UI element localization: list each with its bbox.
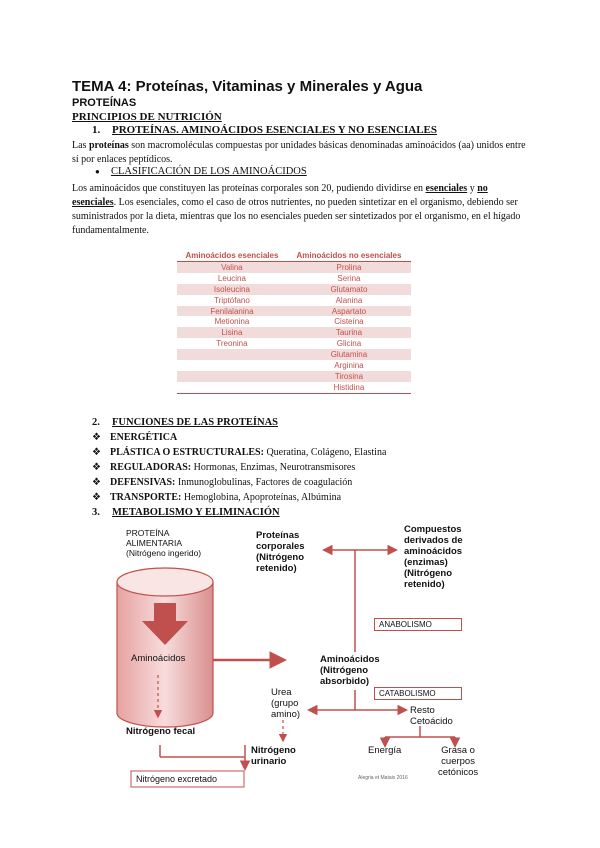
table-cell: Glutamina (287, 349, 411, 360)
diagram-line: Resto (410, 705, 435, 716)
diagram-line: (grupo (271, 698, 299, 709)
table-cell: Valina (177, 262, 287, 273)
diagram-line: cuerpos (441, 756, 475, 767)
diamond-bullet-icon: ❖ (92, 492, 101, 503)
diagram-line: PROTEÍNA (126, 528, 170, 538)
heading-1-text: PROTEÍNAS. AMINOÁCIDOS ESENCIALES Y NO ESENCIALES (112, 124, 437, 136)
cylinder-shape (117, 568, 213, 727)
clasif-p2: y (467, 183, 478, 194)
clasif-p1: Los aminoácidos que constituyen las proteínas corporales son 20, pudiendo dividirse en (72, 183, 426, 194)
absorbed-aminoacids-label (320, 654, 380, 687)
section-title: PROTEÍNAS (72, 97, 137, 109)
catabolism-box: CATABOLISMO (374, 687, 462, 700)
urinary-nitrogen-label (251, 745, 296, 767)
table-cell: Aspartato (287, 306, 411, 317)
intro-pre: Las (72, 140, 89, 151)
diagram-line: derivados de (404, 535, 463, 546)
diagram-line: corporales (256, 541, 305, 552)
diagram-line: Cetoácido (410, 716, 453, 727)
heading-3-text: METABOLISMO Y ELIMINACIÓN (112, 507, 280, 518)
table-cell: Cisteína (334, 317, 364, 327)
diagram-line: aminoácidos (404, 546, 463, 557)
table-cell: Lisina (177, 327, 287, 338)
diagram-line: absorbido) (320, 676, 370, 687)
table-cell: Tirosina (287, 371, 411, 382)
classification-text: CLASIFICACIÓN DE LOS AMINOÁCIDOS (111, 166, 307, 177)
ingested-protein-label (126, 528, 201, 558)
table-cell: Metionina (214, 317, 250, 327)
table-header: Aminoácidos no esenciales (287, 249, 411, 262)
table-cell: Serina (337, 273, 361, 283)
intro-bold: proteínas (88, 140, 129, 151)
energy-label: Energía (368, 745, 402, 756)
diagram-line: Proteínas (256, 530, 300, 541)
diagram-line: (enzimas) (404, 557, 448, 568)
page-title: TEMA 4: Proteínas, Vitaminas y Minerales y Agua (72, 78, 423, 95)
diagram-line: retenido) (404, 579, 445, 590)
function-label: ENERGÉTICA (110, 432, 178, 443)
heading-2-text: FUNCIONES DE LAS PROTEÍNAS (112, 417, 278, 428)
function-label: DEFENSIVAS: (110, 477, 176, 488)
table-cell: Fenilalanina (177, 306, 287, 317)
diagram-line: Aminoácidos (320, 654, 380, 665)
function-label: PLÁSTICA O ESTRUCTURALES: (110, 447, 264, 458)
table-header: Aminoácidos esenciales (177, 249, 287, 262)
diagram-line: Nitrógeno (251, 745, 296, 756)
table-cell: Alanina (335, 295, 363, 305)
diagram-line: Urea (271, 687, 292, 698)
classification-bullet: ● (95, 167, 100, 176)
heading-3-number: 3. (92, 507, 100, 518)
ketoacid-label (410, 705, 453, 727)
diagram-line: amino) (271, 709, 301, 720)
function-label: REGULADORAS: (110, 462, 192, 473)
principles-heading: PRINCIPIOS DE NUTRICIÓN (72, 111, 222, 123)
clasif-b1: esenciales (425, 183, 468, 194)
function-label: TRANSPORTE: (110, 492, 182, 503)
table-cell: Arginina (334, 360, 364, 370)
table-cell: Histidina (333, 382, 365, 392)
excreted-nitrogen-label: Nitrógeno excretado (136, 774, 218, 784)
body-proteins-label (256, 530, 305, 574)
function-text: Hormonas, Enzimas, Neurotransmisores (191, 462, 356, 473)
diamond-bullet-icon: ❖ (92, 447, 101, 458)
diagram-line: (Nitrógeno (320, 665, 369, 676)
cylinder-aminoacids-label: Aminoácidos (131, 653, 186, 664)
diagram-line: (Nitrógeno (404, 568, 453, 579)
diamond-bullet-icon: ❖ (92, 477, 101, 488)
table-cell: Glicina (336, 339, 362, 349)
derived-compounds-label (404, 524, 463, 590)
function-text: Queratina, Colágeno, Elastina (263, 447, 387, 458)
table-cell: Taurina (287, 327, 411, 338)
diagram-line: urinario (251, 756, 287, 767)
table-cell: Glutamato (287, 284, 411, 295)
function-text: Inmunoglobulinas, Factores de coagulación (175, 477, 353, 488)
diagram-line: retenido) (256, 563, 297, 574)
table-cell: Triptófano (214, 295, 250, 305)
anabolism-box: ANABOLISMO (374, 618, 462, 631)
heading-1-number: 1. (92, 124, 101, 136)
urea-label (271, 687, 300, 720)
clasif-p3: . Los esenciales, como el caso de otros nutrientes, no pueden sintetizar en el organismo, debiendo ser suministrados por la dieta, mientras que los no esenciales pueden ser sintetizados por el organismo, en el hígado fundamentalmente. (72, 197, 521, 236)
fat-ketone-label (438, 745, 478, 778)
table-cell: Isoleucina (177, 284, 287, 295)
function-text: Hemoglobina, Apoproteínas, Albúmina (181, 492, 342, 503)
fecal-nitrogen-label: Nitrógeno fecal (126, 726, 196, 737)
diagram-line: ALIMENTARIA (126, 538, 183, 548)
intro-post: son macromoléculas compuestas por unidades básicas denominadas aminoácidos (aa) unidos entre sí por enlaces peptídicos. (72, 140, 526, 165)
diagram-line: (Nitrógeno (256, 552, 305, 563)
diamond-bullet-icon: ❖ (92, 432, 101, 443)
diagram-line: (Nitrógeno ingerido) (126, 548, 202, 558)
table-cell: Leucina (217, 273, 246, 283)
diamond-bullet-icon: ❖ (92, 462, 101, 473)
table-cell: Treonina (216, 339, 248, 349)
diagram-line: Compuestos (404, 524, 462, 535)
heading-2-number: 2. (92, 417, 100, 428)
diagram-line: Grasa o (441, 745, 475, 756)
diagram-line: cetónicos (438, 767, 479, 778)
clasif-b2: no esenciales (72, 183, 488, 208)
diagram-credit: Alegria et Mataix 2016 (358, 775, 408, 781)
table-cell: Prolina (287, 262, 411, 273)
